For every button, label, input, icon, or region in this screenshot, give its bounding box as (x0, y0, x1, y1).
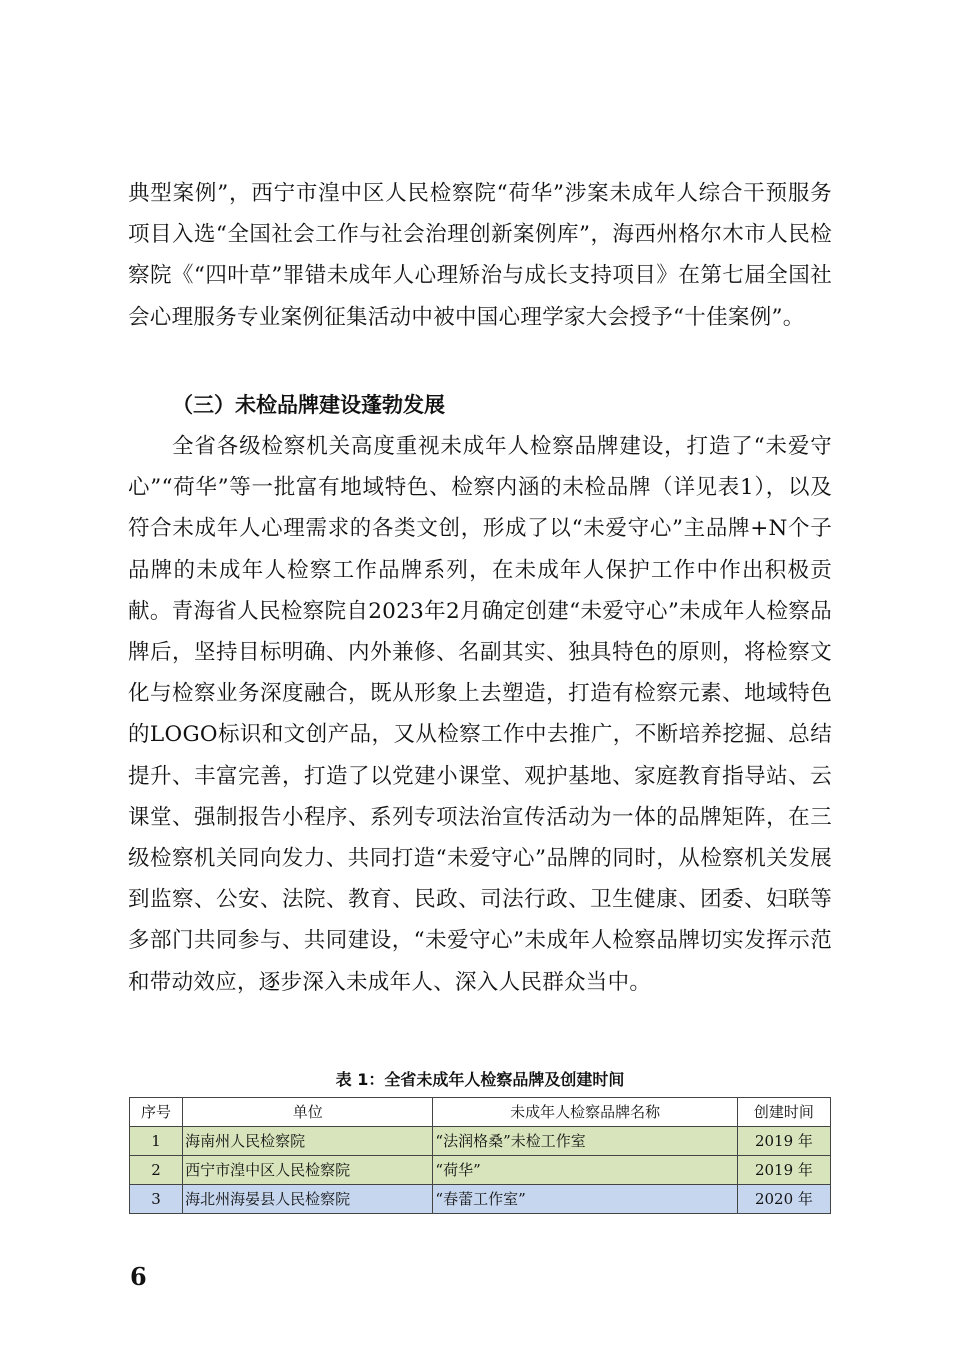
table-row (130, 1127, 831, 1156)
cell-brand-name: “法润格桑”未检工作室 (433, 1127, 737, 1156)
brand-table (129, 1097, 831, 1214)
cell-created-time: 2019 年 (737, 1127, 830, 1156)
cell-index: 3 (130, 1185, 183, 1214)
cell-index: 2 (130, 1156, 183, 1185)
header-created-time: 创建时间 (737, 1098, 830, 1127)
cell-created-time: 2020 年 (737, 1185, 830, 1214)
header-index: 序号 (130, 1098, 183, 1127)
table-header-row (130, 1098, 831, 1127)
page-number: 6 (130, 1262, 147, 1291)
cell-created-time: 2019 年 (737, 1156, 830, 1185)
cell-brand-name: “春蕾工作室” (433, 1185, 737, 1214)
cell-index: 1 (130, 1127, 183, 1156)
body-paragraph-2: 全省各级检察机关高度重视未成年人检察品牌建设，打造了“未爱守心”“荷华”等一批富有地域特色、检察内涵的未检品牌（详见表1），以及符合未成年人心理需求的各类文创，形成了以“未爱守心”主品牌+N个子品牌的未成年人检察工作品牌系列，在未成年人保护工作中作出积极贡献。青海省人民检察院自2023年2月确定创建“未爱守心”未成年人检察品牌后，坚持目标明确、内外兼修、名副其实、独具特色的原则，将检察文化与检察业务深度融合，既从形象上去塑造，打造有检察元素、地域特色的LOGO标识和文创产品，又从检察工作中去推广，不断培养挖掘、总结提升、丰富完善，打造了以党建小课堂、观护基地、家庭教育指导站、云课堂、强制报告小程序、系列专项法治宣传活动为一体的品牌矩阵，在三级检察机关同向发力、共同打造“未爱守心”品牌的同时，从检察机关发展到监察、公安、法院、教育、民政、司法行政、卫生健康、团委、妇联等多部门共同参与、共同建设，“未爱守心”未成年人检察品牌切实发挥示范和带动效应，逐步深入未成年人、深入人民群众当中。 (128, 434, 832, 995)
section-heading: （三）未检品牌建设蓬勃发展 (172, 393, 445, 417)
header-brand-name: 未成年人检察品牌名称 (433, 1098, 737, 1127)
table-row (130, 1156, 831, 1185)
header-unit: 单位 (183, 1098, 433, 1127)
cell-unit: 西宁市湟中区人民检察院 (183, 1156, 433, 1185)
table-row (130, 1185, 831, 1214)
cell-unit: 海北州海晏县人民检察院 (183, 1185, 433, 1214)
table-caption: 表 1：全省未成年人检察品牌及创建时间 (335, 1070, 625, 1089)
cell-unit: 海南州人民检察院 (183, 1127, 433, 1156)
body-paragraph-1: 典型案例”，西宁市湟中区人民检察院“荷华”涉案未成年人综合干预服务项目入选“全国社会工作与社会治理创新案例库”，海西州格尔木市人民检察院《“四叶草”罪错未成年人心理矫治与成长支持项目》在第七届全国社会心理服务专业案例征集活动中被中国心理学家大会授予“十佳案例”。 (128, 181, 832, 330)
cell-brand-name: “荷华” (433, 1156, 737, 1185)
